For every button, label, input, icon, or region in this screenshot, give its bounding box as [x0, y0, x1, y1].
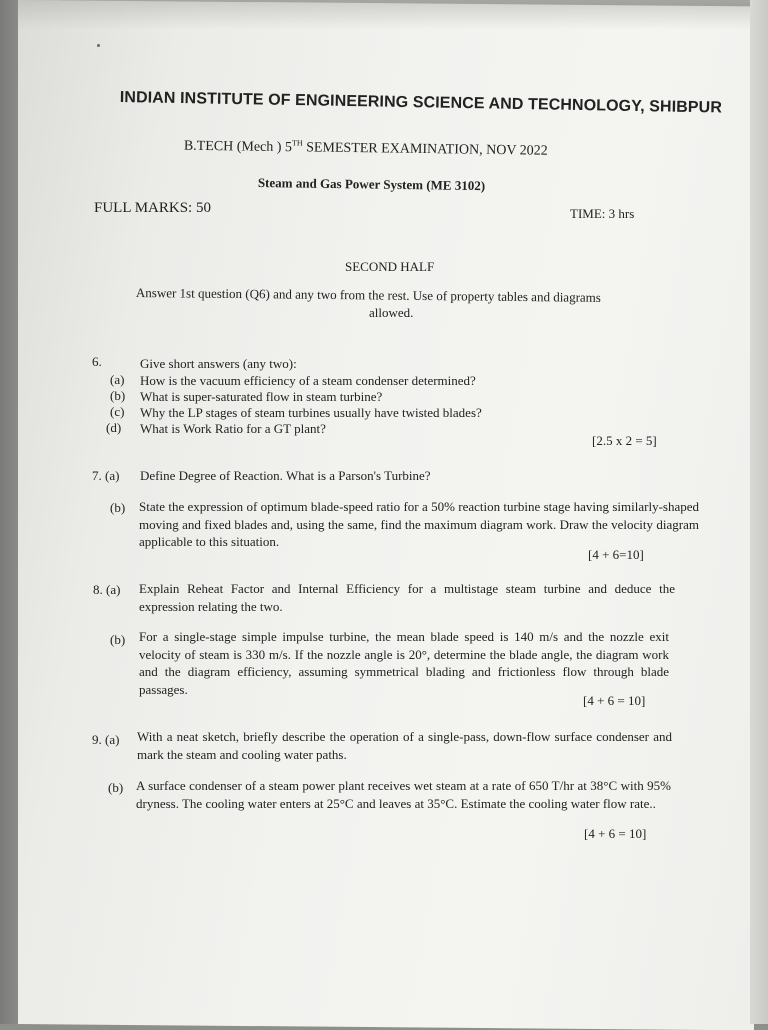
paper-shadow	[18, 0, 754, 30]
q7-b-text: State the expression of optimum blade-speed ratio for a 50% reaction turbine stage having similarly-shaped moving and fixed blades and, using the same, find the maximum diagram work. Draw the velocity diagram applicable to this situation.	[139, 499, 699, 549]
q9-number: 9. (a)	[92, 732, 120, 747]
q6-number: 6.	[92, 354, 102, 369]
instruction-line-2: allowed.	[369, 305, 414, 320]
q7-marks: [4 + 6=10]	[588, 547, 644, 562]
q6-part-text: Why the LP stages of steam turbines usually have twisted blades?	[140, 405, 482, 420]
q6-part-text: What is Work Ratio for a GT plant?	[140, 421, 326, 436]
q8-number: 8. (a)	[93, 582, 121, 597]
exam-time: TIME: 3 hrs	[570, 206, 635, 221]
q6-part-label: (a)	[110, 372, 125, 387]
q8-a-text: Explain Reheat Factor and Internal Efficiency for a multistage steam turbine and deduce the expression relating the two.	[139, 581, 675, 614]
full-marks: FULL MARKS: 50	[94, 200, 211, 216]
q6-part-text: How is the vacuum efficiency of a steam condenser determined?	[140, 373, 476, 388]
q9-a-text: With a neat sketch, briefly describe the operation of a single-pass, down-flow surface condenser and mark the steam and cooling water paths.	[137, 729, 672, 762]
q6-marks: [2.5 x 2 = 5]	[592, 433, 657, 448]
q7-b-label: (b)	[110, 500, 126, 515]
q6-part-label: (c)	[110, 404, 125, 419]
paper-speck	[97, 44, 100, 47]
exam-title-pre: B.TECH (Mech ) 5	[183, 138, 293, 156]
q7-a-text: Define Degree of Reaction. What is a Parson's Turbine?	[140, 468, 431, 483]
exam-title-sup: TH	[291, 138, 303, 148]
instruction-line-1: Answer 1st question (Q6) and any two from the rest. Use of property tables and diagrams	[135, 285, 601, 305]
q8-b-text: For a single-stage simple impulse turbine, the mean blade speed is 140 m/s and the nozzle exit velocity of steam is 330 m/s. If the nozzle angle is 20°, determine the blade angle, the diagram work and the diagram efficiency, assuming symmetrical blading and frictionless flow through blade passages.	[139, 629, 669, 697]
q8-b-label: (b)	[110, 632, 126, 647]
q6-part-text: What is super-saturated flow in steam turbine?	[140, 389, 383, 404]
subject-title: Steam and Gas Power System (ME 3102)	[257, 175, 486, 194]
q7-number: 7. (a)	[92, 468, 120, 483]
exam-title-post: SEMESTER EXAMINATION, NOV 2022	[302, 140, 548, 159]
q6-part-label: (b)	[110, 388, 126, 403]
paper-right-edge	[750, 0, 768, 1024]
q6-part-label: (d)	[106, 420, 122, 435]
q9-b-label: (b)	[108, 780, 124, 795]
q9-marks: [4 + 6 = 10]	[584, 826, 647, 841]
institute-title: INDIAN INSTITUTE OF ENGINEERING SCIENCE AND TECHNOLOGY, SHIBPUR	[119, 88, 723, 117]
q8-marks: [4 + 6 = 10]	[583, 693, 646, 708]
section-heading: SECOND HALF	[345, 259, 435, 274]
q9-b-text: A surface condenser of a steam power plant receives wet steam at a rate of 650 T/hr at 38°C with 95% dryness. The cooling water enters at 25°C and leaves at 35°C. Estimate the cooling water flow rate..	[136, 778, 671, 811]
q6-stem: Give short answers (any two):	[140, 356, 297, 371]
